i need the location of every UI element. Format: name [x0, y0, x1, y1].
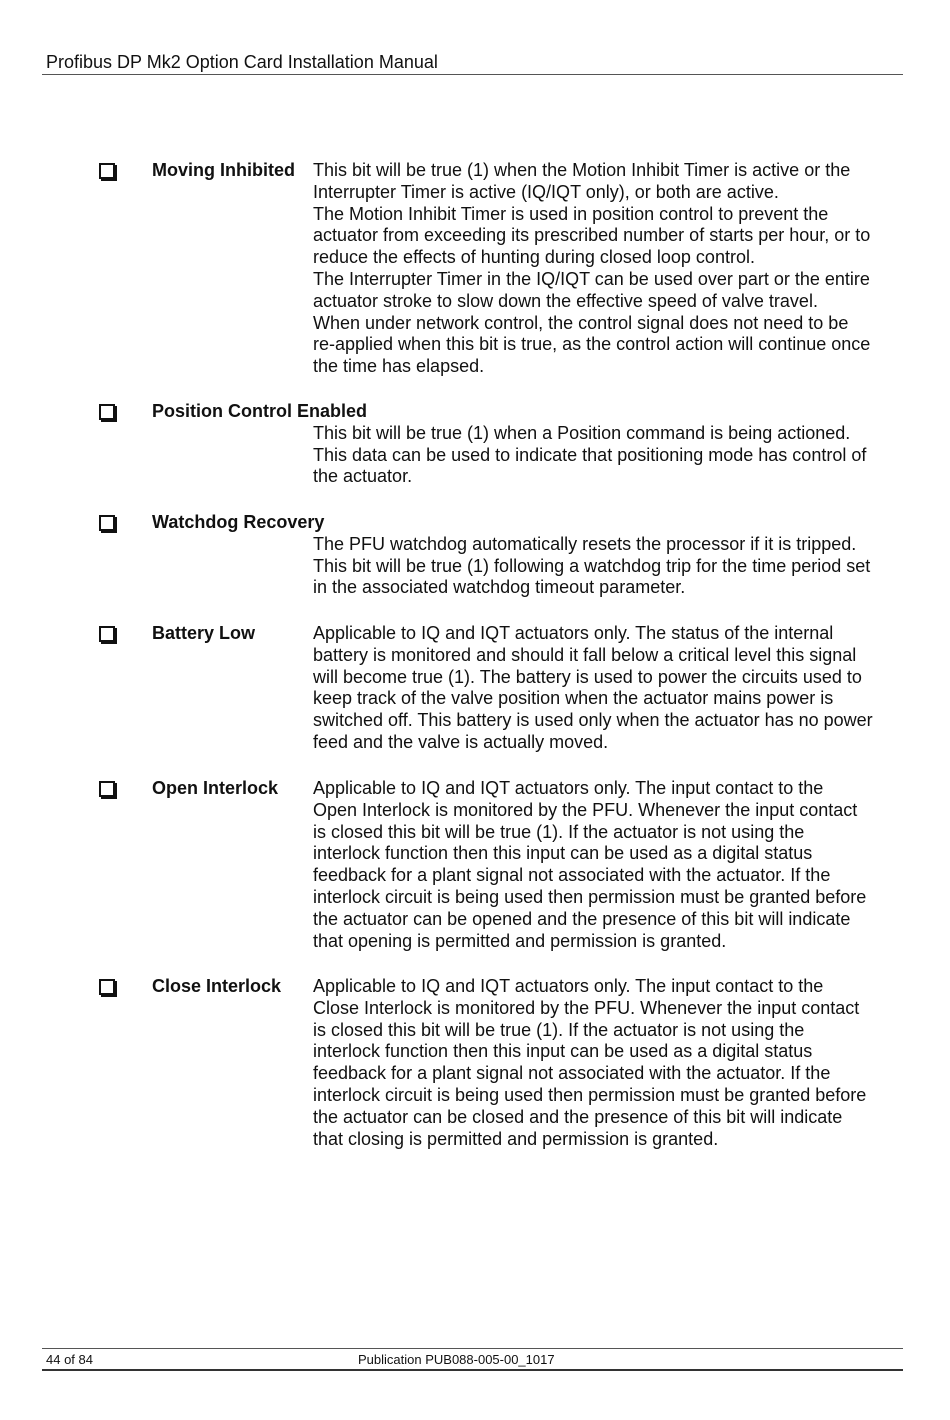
- desc-line: keep track of the valve position when the actuator mains power is: [313, 688, 834, 709]
- publication-number: Publication PUB088-005-00_1017: [358, 1352, 555, 1367]
- desc-line: The Motion Inhibit Timer is used in position control to prevent the: [313, 203, 829, 224]
- desc-line: Interrupter Timer is active (IQ/IQT only), or both are active.: [313, 181, 779, 202]
- entry-description: [313, 423, 905, 488]
- desc-line: the actuator can be closed and the presence of this bit will indicate: [313, 1106, 843, 1127]
- entry-label: Moving Inhibited: [152, 160, 295, 180]
- desc-line: feedback for a plant signal not associated with the actuator. If the: [313, 865, 831, 886]
- entry-label: Battery Low: [152, 623, 256, 643]
- checkbox-bullet-icon: [99, 404, 115, 420]
- checkbox-bullet-icon: [99, 979, 115, 995]
- entry-label: Position Control Enabled: [152, 401, 367, 421]
- desc-line: battery is monitored and should it fall below a critical level this signal: [313, 644, 857, 665]
- desc-line: This bit will be true (1) when the Motion Inhibit Timer is active or the: [313, 160, 851, 180]
- page-number: 44 of 84: [46, 1352, 93, 1367]
- entry-description: [313, 778, 905, 952]
- desc-line: This data can be used to indicate that positioning mode has control of: [313, 444, 867, 465]
- entry-description: [313, 623, 905, 754]
- entry-description: [313, 976, 905, 1150]
- desc-line: feedback for a plant signal not associated with the actuator. If the: [313, 1063, 831, 1084]
- checkbox-bullet-icon: [99, 781, 115, 797]
- desc-line: actuator stroke to slow down the effective speed of valve travel.: [313, 290, 818, 311]
- desc-line: The Interrupter Timer in the IQ/IQT can be used over part or the entire: [313, 268, 870, 289]
- desc-line: Applicable to IQ and IQT actuators only. The input contact to the: [313, 778, 824, 798]
- desc-line: the actuator.: [313, 466, 413, 487]
- desc-line: the time has elapsed.: [313, 356, 485, 377]
- entry-description: [313, 160, 905, 378]
- page-header-title: Profibus DP Mk2 Option Card Installation Manual: [46, 52, 438, 72]
- desc-line: interlock circuit is being used then permission must be granted before: [313, 1084, 867, 1105]
- desc-line: interlock function then this input can be used as a digital status: [313, 1041, 813, 1062]
- desc-line: When under network control, the control signal does not need to be: [313, 312, 849, 333]
- desc-line: will become true (1). The battery is used to power the circuits used to: [313, 666, 862, 687]
- desc-line: reduce the effects of hunting during closed loop control.: [313, 247, 755, 268]
- desc-line: in the associated watchdog timeout parameter.: [313, 577, 686, 598]
- desc-line: switched off. This battery is used only when the actuator has no power: [313, 710, 873, 731]
- desc-line: that closing is permitted and permission is granted.: [313, 1128, 719, 1149]
- desc-line: that opening is permitted and permission is granted.: [313, 930, 727, 951]
- desc-line: Close Interlock is monitored by the PFU. Whenever the input contact: [313, 997, 860, 1018]
- desc-line: interlock circuit is being used then permission must be granted before: [313, 886, 867, 907]
- desc-line: feed and the valve is actually moved.: [313, 731, 609, 752]
- desc-line: Open Interlock is monitored by the PFU. Whenever the input contact: [313, 799, 858, 820]
- header-divider: [42, 74, 903, 75]
- entry-label: Open Interlock: [152, 778, 279, 798]
- footer-divider-top: [42, 1348, 903, 1349]
- desc-line: Applicable to IQ and IQT actuators only. The status of the internal: [313, 623, 834, 643]
- desc-line: This bit will be true (1) following a watchdog trip for the time period set: [313, 555, 871, 576]
- desc-line: is closed this bit will be true (1). If the actuator is not using the: [313, 821, 805, 842]
- desc-line: is closed this bit will be true (1). If the actuator is not using the: [313, 1019, 805, 1040]
- desc-line: actuator from exceeding its prescribed number of starts per hour, or to: [313, 225, 871, 246]
- entry-description: [313, 534, 905, 599]
- checkbox-bullet-icon: [99, 626, 115, 642]
- desc-line: Applicable to IQ and IQT actuators only. The input contact to the: [313, 976, 824, 996]
- entry-label: Watchdog Recovery: [152, 512, 325, 532]
- checkbox-bullet-icon: [99, 515, 115, 531]
- entry-label: Close Interlock: [152, 976, 282, 996]
- desc-line: interlock function then this input can be used as a digital status: [313, 843, 813, 864]
- desc-line: the actuator can be opened and the presence of this bit will indicate: [313, 908, 851, 929]
- desc-line: re-applied when this bit is true, as the control action will continue once: [313, 334, 871, 355]
- desc-line: This bit will be true (1) when a Position command is being actioned.: [313, 422, 851, 443]
- checkbox-bullet-icon: [99, 163, 115, 179]
- desc-line: The PFU watchdog automatically resets the processor if it is tripped.: [313, 533, 857, 554]
- footer-divider-bottom: [42, 1369, 903, 1371]
